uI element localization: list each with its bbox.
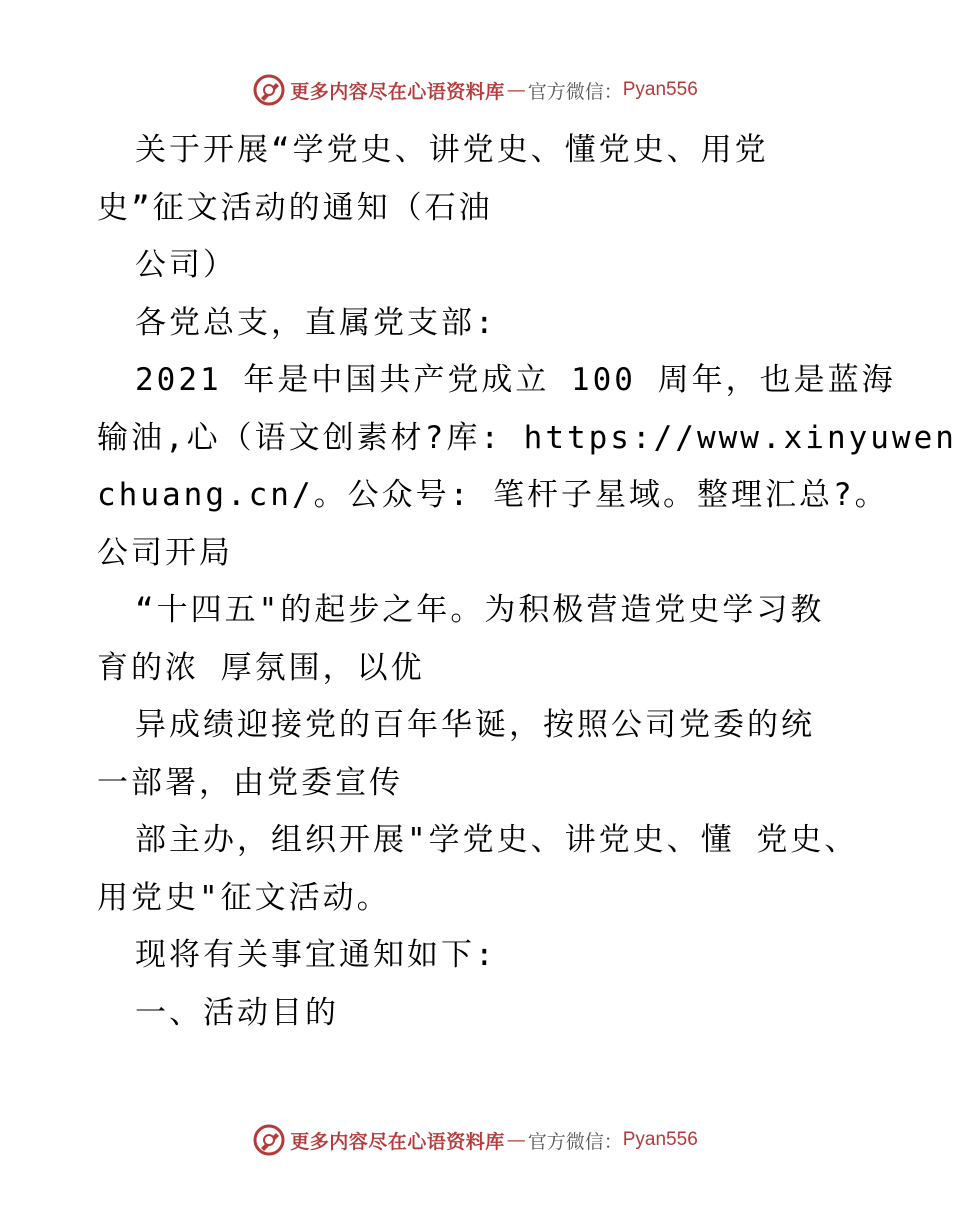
pen-logo-icon [252, 1123, 286, 1157]
document-body [97, 122, 957, 1042]
doc-paragraph-line: 输油,心（语文创素材?库: https://www.xinyuwen [97, 419, 957, 456]
doc-title-line-1: 关于开展“学党史、讲党史、懂党史、用党 [135, 132, 769, 168]
header-banner-text: 更多内容尽在心语资料库 [290, 80, 505, 103]
doc-paragraph-line: 异成绩迎接党的百年华诞，按照公司党委的统 [135, 707, 815, 743]
doc-paragraph-line: 一部署，由党委宣传 [97, 764, 403, 801]
doc-paragraph-line: 公司开局 [97, 534, 233, 571]
header-banner-wechat: 官方微信： [527, 80, 623, 103]
doc-salutation: 各党总支，直属党支部: [135, 304, 497, 341]
footer-banner [0, 1120, 950, 1160]
header-banner-id: Pyan556 [622, 79, 698, 100]
doc-title-line-3: 公司） [135, 247, 237, 283]
header-banner-sep: — [506, 79, 526, 101]
doc-paragraph-line: 2021 年是中国共产党成立 100 周年，也是蓝海 [135, 362, 896, 398]
footer-banner-wechat: 官方微信： [527, 1130, 623, 1153]
footer-banner-text: 更多内容尽在心语资料库 [290, 1130, 505, 1153]
footer-banner-id: Pyan556 [622, 1129, 698, 1150]
doc-paragraph-line: 育的浓 厚氛围，以优 [97, 649, 425, 686]
doc-paragraph-line: chuang.cn/。公众号: 笔杆子星域。整理汇总?。 [97, 477, 889, 513]
doc-section-heading: 一、活动目的 [135, 994, 339, 1031]
doc-paragraph-line: 现将有关事宜通知如下: [135, 937, 497, 973]
doc-paragraph-line: 用党史"征文活动。 [97, 879, 391, 916]
doc-paragraph-line: 部主办，组织开展"学党史、讲党史、懂 党史、 [135, 822, 859, 858]
doc-title-line-2: 史”征文活动的通知（石油 [97, 189, 493, 226]
header-banner [0, 70, 950, 110]
footer-banner-sep: — [506, 1129, 526, 1151]
doc-paragraph-line: “十四五"的起步之年。为积极营造党史学习教 [135, 592, 825, 628]
pen-logo-icon [252, 73, 286, 107]
